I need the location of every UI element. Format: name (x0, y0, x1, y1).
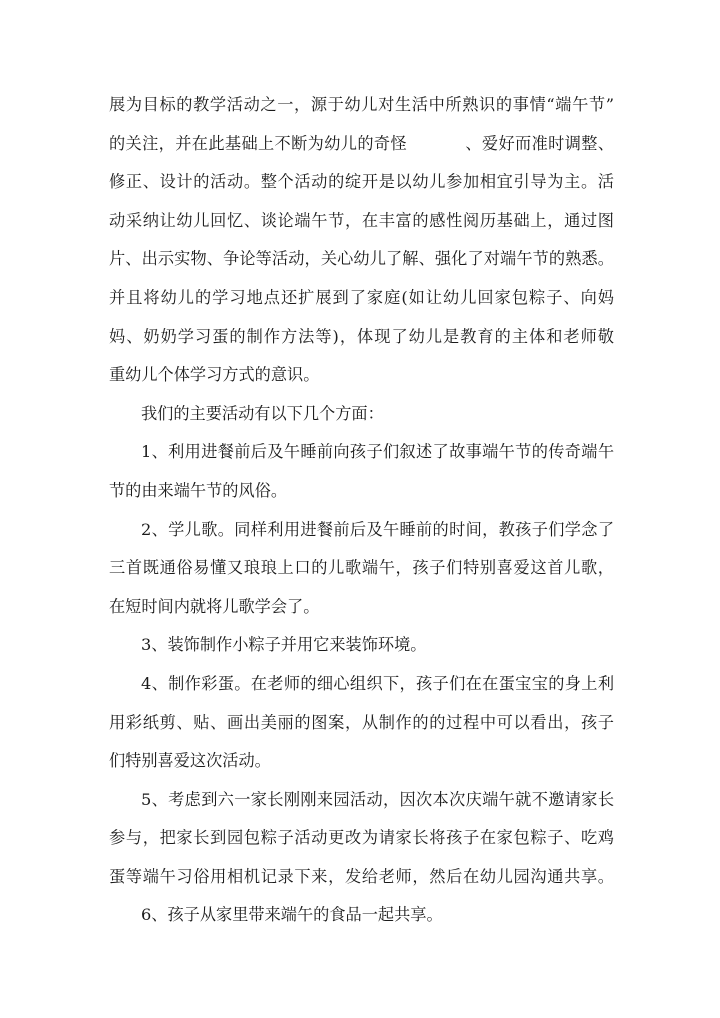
text-line: 三首既通俗易懂又琅琅上口的儿歌端午，孩子们特别喜爱这首儿歌， (109, 558, 614, 578)
text-line: 参与，把家长到园包粽子活动更改为请家长将孩子在家包粽子、吃鸡 (109, 828, 614, 848)
text-segment: 的关注，并在此基础上不断为幼儿的奇怪 (109, 133, 407, 153)
text-line (109, 125, 614, 164)
text-line: 3、装饰制作小粽子并用它来装饰环境。 (141, 635, 427, 655)
list-item-6 (109, 896, 614, 935)
heading-paragraph (109, 395, 614, 434)
list-item-2 (109, 511, 614, 627)
text-line: 妈、奶奶学习蛋的制作方法等)，体现了幼儿是教育的主体和老师敬 (109, 326, 614, 346)
text-line: 修正、设计的活动。整个活动的绽开是以幼儿参加相宜引导为主。活 (109, 172, 614, 192)
text-line: 1、利用进餐前后及午睡前向孩子们叙述了故事端午节的传奇端午 (141, 442, 614, 462)
text-line: 节的由来端午节的风俗。 (109, 480, 288, 500)
text-line: 在短时间内就将儿歌学会了。 (109, 596, 320, 616)
list-item-5 (109, 781, 614, 897)
text-line: 6、孩子从家里带来端午的食品一起共享。 (141, 905, 443, 925)
intro-paragraph (109, 86, 614, 395)
text-line: 4、制作彩蛋。在老师的细心组织下，孩子们在在蛋宝宝的身上利 (141, 673, 614, 693)
text-line: 们特别喜爱这次活动。 (109, 751, 271, 771)
text-line: 并且将幼儿的学习地点还扩展到了家庭(如让幼儿回家包粽子、向妈 (109, 287, 614, 307)
list-item-3 (109, 626, 614, 665)
text-line: 动采纳让幼儿回忆、谈论端午节，在丰富的感性阅历基础上，通过图 (109, 210, 614, 230)
text-segment: 、爱好而准时调整、 (465, 133, 614, 153)
text-line: 用彩纸剪、贴、画出美丽的图案，从制作的的过程中可以看出，孩子 (109, 712, 614, 732)
text-line: 蛋等端午习俗用相机记录下来，发给老师，然后在幼儿园沟通共享。 (109, 866, 614, 886)
list-item-4 (109, 665, 614, 781)
text-line: 片、出示实物、争论等活动，关心幼儿了解、强化了对端午节的熟悉。 (109, 249, 614, 269)
document-page (109, 86, 614, 935)
text-line: 重幼儿个体学习方式的意识。 (109, 365, 320, 385)
section-heading: 我们的主要活动有以下几个方面： (141, 403, 384, 423)
text-line: 5、考虑到六一家长刚刚来园活动，因次本次庆端午就不邀请家长 (141, 789, 614, 809)
text-line: 2、学儿歌。同样利用进餐前后及午睡前的时间，教孩子们学念了 (141, 519, 614, 539)
text-line: 展为目标的教学活动之一，源于幼儿对生活中所熟识的事情“端午节” (109, 95, 614, 114)
list-item-1 (109, 433, 614, 510)
